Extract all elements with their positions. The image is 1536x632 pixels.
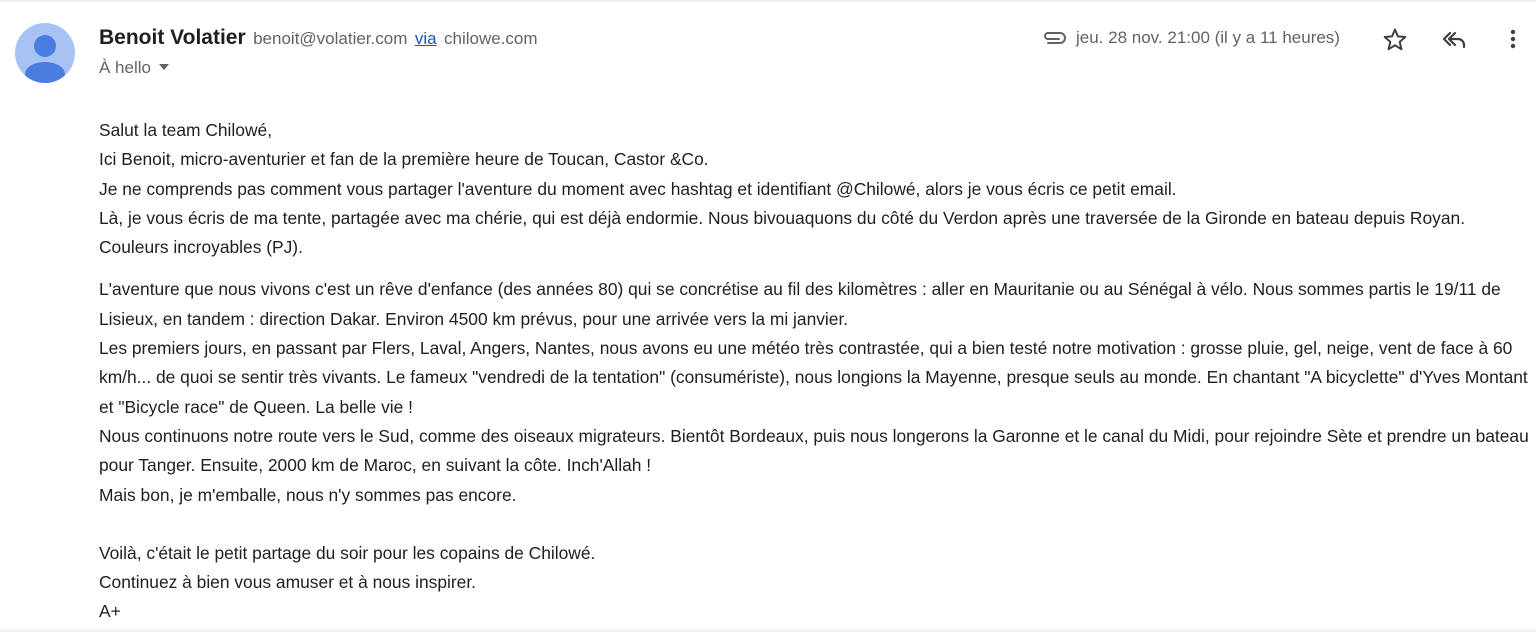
caret-down-icon[interactable] [159,64,169,70]
recipient-details-toggle[interactable] [99,56,169,80]
body-line: Là, je vous écris de ma tente, partagée avec ma chérie, qui est déjà endormie. Nous bivouaquons du côté du Verdon après une traversée de la Gironde en bateau depuis Royan. Couleurs incroyables (PJ). [99,207,1466,258]
email-body [99,116,1531,627]
body-line: Les premiers jours, en passant par Flers, Laval, Angers, Nantes, nous avons eu une météo très contrastée, qui a bien testé notre motivation : grosse pluie, gel, neige, vent de face à 60 km/h... de quoi se sentir très vivants. Le fameux "vendredi de la tentation" (consumériste), nous longions la Mayenne, presque seuls au monde. En chantant "A bicyclette" d'Yves Montant et "Bicycle race" de Queen. La belle vie ! [99,338,1528,417]
via-link[interactable]: via [414,29,437,48]
body-line: Continuez à bien vous amuser et à nous inspirer. [99,572,477,593]
paperclip-icon [1040,28,1068,46]
sender-email: benoit@volatier.com [253,29,408,48]
person-avatar-icon[interactable] [15,23,75,83]
reply-all-icon[interactable] [1440,26,1468,54]
body-line: Voilà, c'était le petit partage du soir pour les copains de Chilowé. [99,542,596,563]
body-line: Nous continuons notre route vers le Sud, comme des oiseaux migrateurs. Bientôt Bordeaux, puis nous longerons la Garonne et le canal du Midi, pour rejoindre Sète et prendre un bateau pour Tanger. Ensuite, 2000 km de Maroc, en suivant la côte. Inch'Allah ! [99,425,1529,476]
more-vert-icon[interactable] [1503,26,1523,54]
recipient-label: À hello [99,58,151,77]
sender-name[interactable]: Benoit Volatier [99,26,246,49]
bottom-divider [0,626,1536,632]
body-line: Mais bon, je m'emballe, nous n'y sommes pas encore. [99,484,517,505]
body-line: Ici Benoit, micro-aventurier et fan de la première heure de Toucan, Castor &Co. [99,149,709,170]
top-divider [0,0,1536,4]
body-line: L'aventure que nous vivons c'est un rêve d'enfance (des années 80) qui se concrétise au fil des kilomètres : aller en Mauritanie ou au Sénégal à vélo. Nous sommes partis le 19/11 de Lisieux, en tandem : direction Dakar. Environ 4500 km prévus, pour une arrivée vers la mi janvier. [99,279,1501,329]
star-icon[interactable] [1381,26,1409,54]
sender-line [99,25,538,51]
via-domain: chilowe.com [444,29,538,48]
body-line: Je ne comprends pas comment vous partager l'aventure du moment avec hashtag et identifiant @Chilowé, alors je vous écris ce petit email. [99,178,1177,199]
email-date: jeu. 28 nov. 21:00 (il y a 11 heures) [1076,28,1340,47]
body-signoff: A+ [99,601,121,622]
paragraph-gap [99,510,1531,539]
paragraph-gap [99,262,1531,275]
body-greeting: Salut la team Chilowé, [99,120,273,140]
